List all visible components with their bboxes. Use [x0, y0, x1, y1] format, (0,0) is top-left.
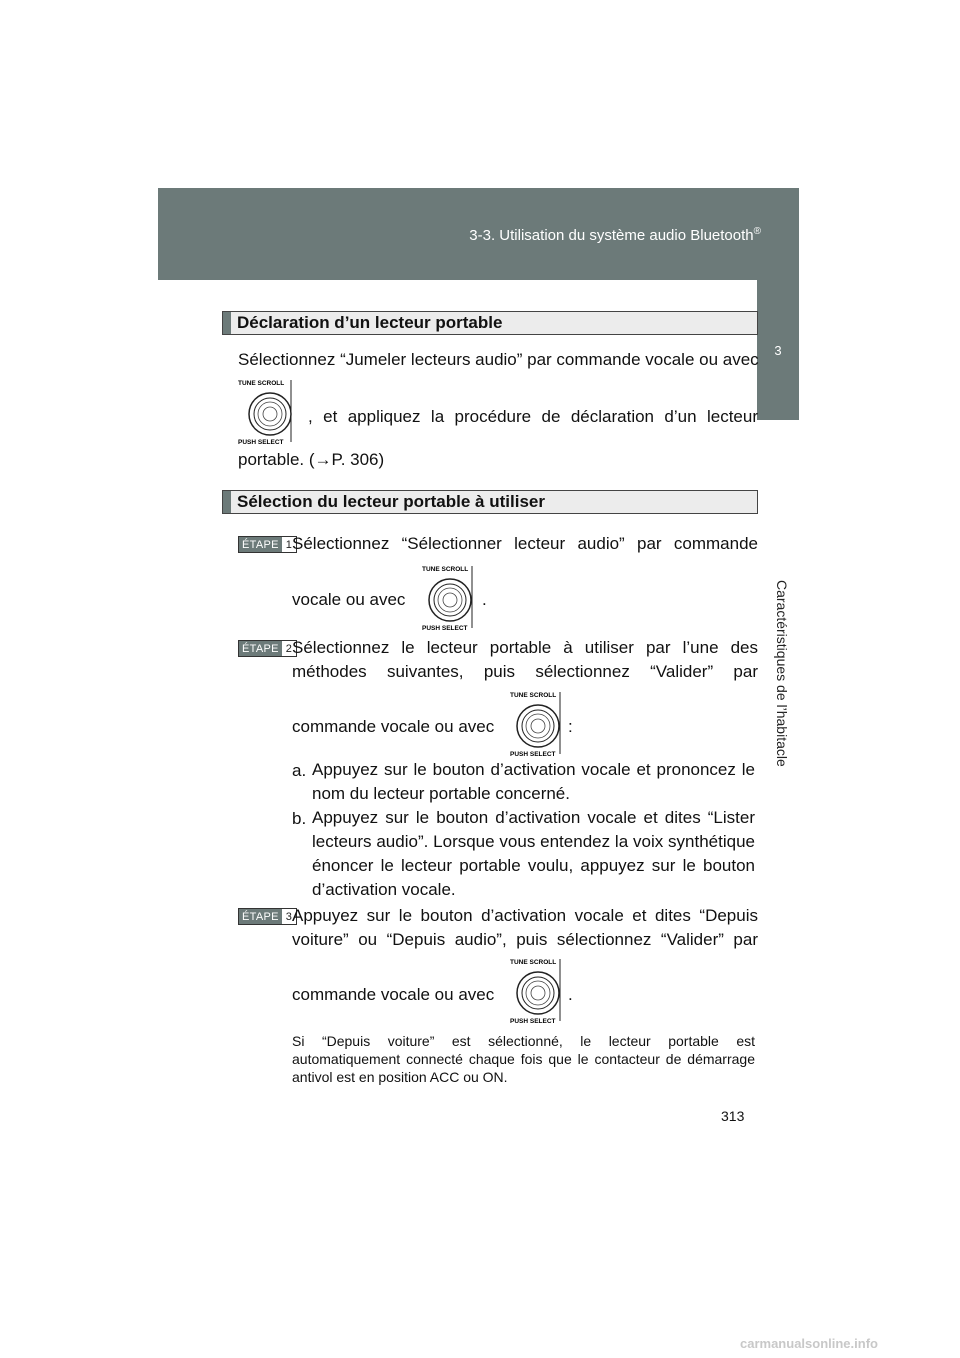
svg-text:TUNE SCROLL: TUNE SCROLL [422, 566, 469, 573]
section1-line3: portable. (→P. 306) [238, 450, 385, 469]
step3-line1: Appuyez sur le bouton d’activation vocale et dites “Depuis [292, 906, 758, 925]
step3-note: Si “Depuis voiture” est sélectionné, le lecteur portable est automatiquement connecté chaque fois que le contacteur de démarrage antivol est en position ACC ou ON. [292, 1033, 755, 1085]
step1-line2-before: vocale ou avec [292, 590, 406, 609]
tune-scroll-knob-icon [504, 688, 564, 758]
step1-line1: Sélectionnez “Sélectionner lecteur audio” par commande [292, 534, 758, 553]
tune-scroll-knob-icon [416, 562, 476, 632]
svg-text:TUNE SCROLL: TUNE SCROLL [510, 959, 557, 966]
svg-text:PUSH SELECT: PUSH SELECT [238, 439, 284, 446]
step-badge-3: ÉTAPE 3 [238, 908, 297, 925]
step2-line1: Sélectionnez le lecteur portable à utiliser par l’une des [292, 638, 758, 657]
svg-text:TUNE SCROLL: TUNE SCROLL [510, 692, 557, 699]
section-header-declaration: Déclaration d’un lecteur portable [222, 311, 758, 335]
section1-line1: Sélectionnez “Jumeler lecteurs audio” par commande vocale ou avec [238, 350, 759, 369]
option-text-a: Appuyez sur le bouton d’activation vocale et prononcez le nom du lecteur portable concerné. [312, 760, 755, 803]
section-header-selection: Sélection du lecteur portable à utiliser [222, 490, 758, 514]
option-marker-b: b. [292, 809, 307, 828]
option-text-b: Appuyez sur le bouton d’activation vocale et dites “Lister lecteurs audio”. Lorsque vous entendez la voix synthétique énoncer le lecteur portable voulu, appuyez sur le bouton d’activation vocale. [312, 808, 755, 899]
step-badge-2: ÉTAPE 2 [238, 640, 297, 657]
page-number: 313 [721, 1108, 745, 1124]
step1-line2-after: . [482, 590, 487, 609]
step2-line2: méthodes suivantes, puis sélectionnez “Valider” par [292, 662, 758, 681]
tune-scroll-knob-icon [504, 955, 564, 1025]
tune-scroll-knob-icon [236, 376, 296, 446]
option-marker-a: a. [292, 761, 307, 780]
section1-line2: , et appliquez la procédure de déclaration d’un lecteur [308, 407, 758, 426]
chapter-number-tab: 3 [757, 280, 799, 420]
step3-line3-before: commande vocale ou avec [292, 985, 495, 1004]
step3-line3-after: . [568, 985, 573, 1004]
chapter-title-vertical: Caractéristiques de l’habitacle [774, 580, 790, 767]
svg-text:PUSH SELECT: PUSH SELECT [422, 625, 468, 632]
step2-line3-before: commande vocale ou avec [292, 717, 495, 736]
step2-line3-after: : [568, 717, 573, 736]
step-badge-1: ÉTAPE 1 [238, 536, 297, 553]
watermark: carmanualsonline.info [740, 1336, 878, 1351]
svg-text:PUSH SELECT: PUSH SELECT [510, 751, 556, 758]
svg-text:TUNE SCROLL: TUNE SCROLL [238, 380, 285, 387]
step3-line2: voiture” ou “Depuis audio”, puis sélectionnez “Valider” par [292, 930, 758, 949]
svg-text:PUSH SELECT: PUSH SELECT [510, 1018, 556, 1025]
chapter-header-band [158, 188, 799, 280]
section-breadcrumb: 3-3. Utilisation du système audio Bluetooth® [469, 226, 761, 244]
